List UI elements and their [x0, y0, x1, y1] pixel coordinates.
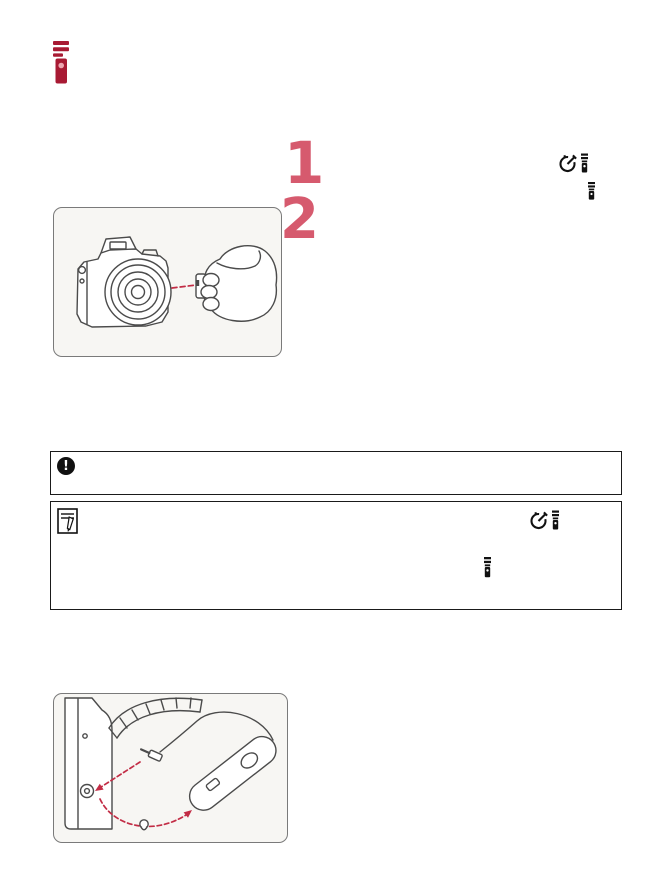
hand-with-remote-line-art	[196, 246, 277, 321]
memo-inline-remote-glyph	[483, 557, 492, 578]
wireless-remote-figure-art	[54, 208, 280, 355]
memo-notepad-pencil-icon	[57, 508, 78, 535]
cable-switch-figure-art	[54, 694, 286, 841]
step-number-2: 2	[280, 187, 319, 252]
remote-control-icon-shapes	[53, 41, 69, 84]
plug-line-art	[140, 746, 163, 761]
cable-switch-figure	[53, 693, 288, 843]
remote-control-icon	[50, 41, 72, 84]
drive-mode-self-timer-remote-glyph	[558, 153, 589, 173]
wireless-remote-figure	[53, 207, 282, 357]
remote-control-icon	[580, 153, 589, 173]
remote-control-icon	[551, 510, 560, 530]
self-timer-icon	[558, 153, 578, 173]
remote-control-icon	[483, 557, 492, 578]
self-timer-icon	[529, 510, 549, 530]
drive-mode-remote-glyph	[587, 182, 596, 200]
memo-inline-self-timer-remote-glyph	[529, 510, 560, 530]
camera-side-line-art	[65, 698, 202, 829]
terminal-cap-line-art	[140, 820, 148, 830]
camera-line-art	[77, 237, 171, 327]
memo-box	[50, 501, 622, 610]
caution-box	[50, 451, 622, 495]
caution-glyph: !	[63, 458, 69, 474]
remote-control-icon	[587, 182, 596, 200]
caution-exclamation-icon	[57, 457, 75, 475]
step-number-1: 1	[284, 129, 325, 197]
cable-switch-line-art	[184, 731, 282, 816]
